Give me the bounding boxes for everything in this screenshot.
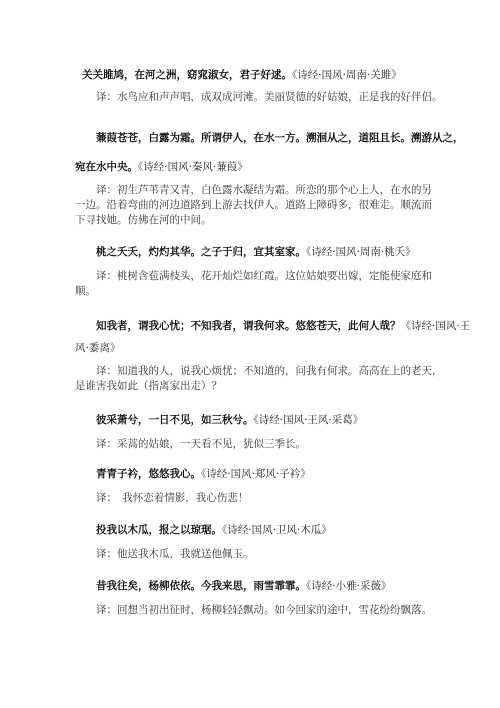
- poem-2-translation-line-3: 下寻找她。仿佛在河的中间。: [75, 214, 212, 226]
- verse-text: 彼采萧兮，一日不见，如三秋兮。: [96, 414, 254, 426]
- verse-text: 知我者，谓我心忧；不知我者，谓我何求。悠悠苍天，此何人哉？: [96, 320, 401, 332]
- verse-source: 《诗经·国风·卫风·木瓜》: [222, 524, 332, 536]
- poem-4-translation-line-1: 译：知道我的人，说我心烦忧；不知道的，问我有何求。高高在上的老天，: [96, 365, 443, 377]
- verse-source: 《诗经·国风·王: [400, 320, 471, 332]
- verse-text: 宛在水中央。: [75, 161, 138, 173]
- poem-8-translation-line-1: 译：回想当初出征时，杨柳轻轻飘动。如今回家的途中，雪花纷纷飘落。: [96, 604, 432, 616]
- poem-4-translation-line-2: 是谁害我如此（指离家出走）？: [75, 380, 222, 392]
- poem-3-verse-line-1: [96, 245, 416, 259]
- verse-text: 青青子衿，悠悠我心。: [96, 468, 201, 480]
- poem-5-translation-line-1: 译：采蒿的姑娘，一天看不见，犹似三季长。: [96, 438, 306, 450]
- poem-8-verse-line-1: [96, 579, 391, 593]
- poem-7-verse-line-1: [96, 523, 332, 537]
- poem-3-translation-line-1: 译：桃树含苞满枝头，花开灿烂如红霞。这位姑娘要出嫁，定能使家庭和: [96, 270, 432, 282]
- poem-2-translation-line-1: 译：初生芦苇青又青，白色露水凝结为霜。所恋的那个心上人，在水的另: [96, 184, 432, 196]
- verse-source: 《诗经·国风·周南·桃夭》: [306, 246, 416, 258]
- verse-text: 昔我往矣，杨柳依依。今我来思，雨雪霏霏。: [96, 580, 306, 592]
- verse-source: 《诗经·国风·秦风·蒹葭》: [138, 161, 248, 173]
- verse-source: 《诗经·国风·郑风·子衿》: [201, 468, 311, 480]
- poem-3-translation-line-2: 顺。: [75, 285, 96, 297]
- poem-5-verse-line-1: [96, 413, 363, 427]
- poem-4-verse-line-2: [75, 341, 120, 355]
- verse-text: 蒹葭苍苍，白露为霜。所谓伊人，在水一方。溯洄从之，道阻且长。溯游从之，: [96, 132, 464, 144]
- verse-source: 《诗经·国风·王风·采葛》: [253, 414, 364, 426]
- verse-source: 风·黍离》: [75, 342, 121, 354]
- poem-7-translation-line-1: 译：他送我木瓜，我就送他佩玉。: [96, 548, 254, 560]
- poem-2-verse-line-1: [96, 131, 464, 145]
- verse-text: 投我以木瓜，报之以琼琚。: [96, 524, 222, 536]
- verse-text: 桃之夭夭，灼灼其华。之子于归，宜其室家。: [96, 246, 306, 258]
- poem-6-translation-line-1: 译： 我怀恋着情影，我心伤悲！: [96, 492, 249, 504]
- verse-source: 《诗经·国风·周南·关雎》: [292, 69, 402, 81]
- poem-6-verse-line-1: [96, 467, 311, 481]
- poem-2-verse-line-2: [75, 160, 248, 174]
- poem-4-verse-line-1: [96, 319, 470, 333]
- poem-1-verse-line-1: [82, 68, 402, 82]
- verse-source: 《诗经·小雅·采薇》: [306, 580, 392, 592]
- poem-1-translation-line-1: 译：水鸟应和声声唱，成双成河滩。美丽贤德的好姑娘，正是我的好伴侣。: [96, 91, 443, 103]
- verse-text: 关关雎鸠，在河之洲，窈窕淑女，君子好逑。: [82, 69, 292, 81]
- poem-2-translation-line-2: 一边。沿着弯曲的河边道路到上游去找伊人。道路上障碍多，很难走。顺流而: [75, 199, 432, 211]
